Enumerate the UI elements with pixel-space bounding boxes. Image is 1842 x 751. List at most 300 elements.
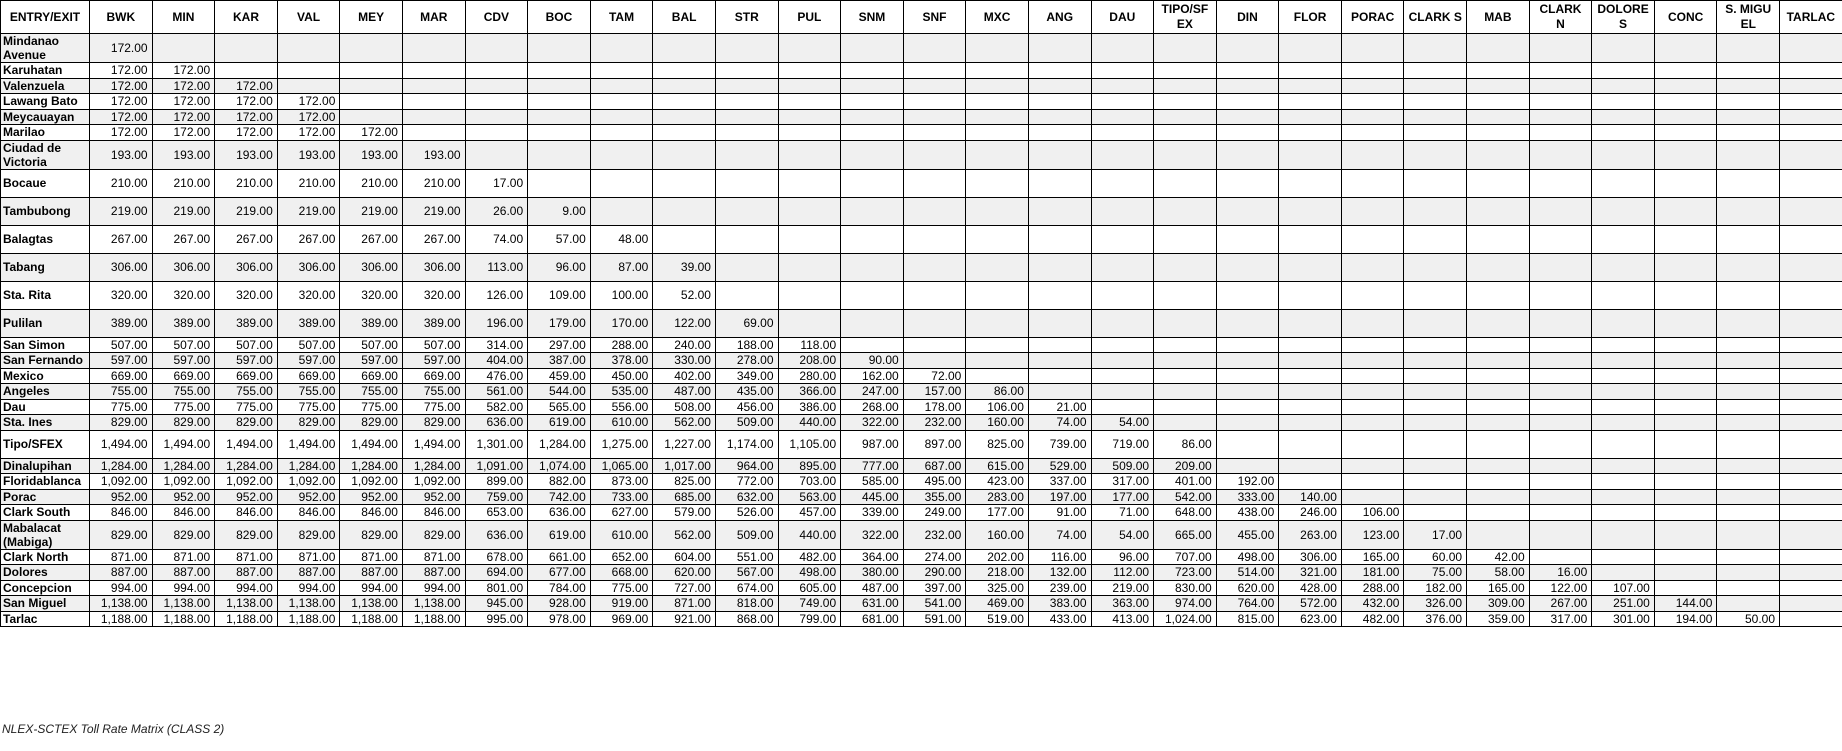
empty-cell: [1780, 611, 1842, 627]
rate-cell: 389.00: [152, 309, 215, 337]
rate-cell: 846.00: [152, 505, 215, 521]
column-header: KAR: [215, 1, 278, 34]
rate-cell: 669.00: [152, 368, 215, 384]
empty-cell: [903, 197, 966, 225]
rate-cell: 1,284.00: [215, 458, 278, 474]
rate-cell: 325.00: [966, 580, 1029, 596]
rate-cell: 306.00: [340, 253, 403, 281]
column-header: S. MIGUEL: [1717, 1, 1780, 34]
rate-cell: 597.00: [152, 353, 215, 369]
rate-cell: 170.00: [590, 309, 653, 337]
row-header: San Simon: [1, 337, 90, 353]
empty-cell: [1654, 197, 1717, 225]
rate-cell: 1,024.00: [1154, 611, 1217, 627]
rate-cell: 873.00: [590, 474, 653, 490]
rate-cell: 829.00: [215, 415, 278, 431]
rate-cell: 193.00: [215, 140, 278, 169]
rate-cell: 280.00: [778, 368, 841, 384]
empty-cell: [1154, 169, 1217, 197]
rate-cell: 387.00: [528, 353, 591, 369]
rate-cell: 54.00: [1091, 520, 1154, 549]
rate-cell: 106.00: [966, 399, 1029, 415]
empty-cell: [715, 109, 778, 125]
column-header: SNF: [903, 1, 966, 34]
empty-cell: [1717, 169, 1780, 197]
empty-cell: [1780, 109, 1842, 125]
empty-cell: [1592, 458, 1655, 474]
empty-cell: [1216, 78, 1279, 94]
row-header: Valenzuela: [1, 78, 90, 94]
rate-cell: 208.00: [778, 353, 841, 369]
empty-cell: [1341, 253, 1404, 281]
column-header: BAL: [653, 1, 716, 34]
rate-cell: 784.00: [528, 580, 591, 596]
column-header: DIN: [1216, 1, 1279, 34]
empty-cell: [1091, 125, 1154, 141]
table-row: [1, 281, 1842, 309]
empty-cell: [590, 109, 653, 125]
rate-cell: 112.00: [1091, 565, 1154, 581]
empty-cell: [1592, 368, 1655, 384]
rate-cell: 1,138.00: [277, 596, 340, 612]
table-row: [1, 109, 1842, 125]
rate-cell: 172.00: [90, 78, 153, 94]
rate-cell: 921.00: [653, 611, 716, 627]
rate-cell: 775.00: [590, 580, 653, 596]
empty-cell: [1467, 505, 1530, 521]
empty-cell: [1592, 430, 1655, 458]
empty-cell: [966, 125, 1029, 141]
row-header: Concepcion: [1, 580, 90, 596]
empty-cell: [778, 281, 841, 309]
rate-cell: 978.00: [528, 611, 591, 627]
rate-cell: 825.00: [966, 430, 1029, 458]
empty-cell: [1654, 505, 1717, 521]
empty-cell: [1592, 169, 1655, 197]
rate-cell: 378.00: [590, 353, 653, 369]
rate-cell: 172.00: [215, 94, 278, 110]
rate-cell: 322.00: [841, 415, 904, 431]
empty-cell: [528, 34, 591, 63]
rate-cell: 438.00: [1216, 505, 1279, 521]
column-header: BOC: [528, 1, 591, 34]
rate-cell: 829.00: [340, 415, 403, 431]
column-header: MEY: [340, 1, 403, 34]
empty-cell: [1717, 565, 1780, 581]
row-header: Lawang Bato: [1, 94, 90, 110]
rate-cell: 509.00: [715, 520, 778, 549]
empty-cell: [1028, 125, 1091, 141]
empty-cell: [1341, 94, 1404, 110]
empty-cell: [1780, 309, 1842, 337]
row-header: Tarlac: [1, 611, 90, 627]
empty-cell: [1154, 125, 1217, 141]
rate-cell: 1,138.00: [340, 596, 403, 612]
empty-cell: [1592, 520, 1655, 549]
rate-cell: 846.00: [340, 505, 403, 521]
rate-cell: 775.00: [402, 399, 465, 415]
empty-cell: [1529, 140, 1592, 169]
rate-cell: 509.00: [715, 415, 778, 431]
empty-cell: [1654, 415, 1717, 431]
rate-cell: 90.00: [841, 353, 904, 369]
empty-cell: [215, 34, 278, 63]
empty-cell: [841, 34, 904, 63]
empty-cell: [1654, 474, 1717, 490]
empty-cell: [1717, 368, 1780, 384]
table-row: [1, 384, 1842, 400]
table-row: [1, 368, 1842, 384]
rate-cell: 72.00: [903, 368, 966, 384]
rate-cell: 42.00: [1467, 549, 1530, 565]
rate-cell: 193.00: [402, 140, 465, 169]
rate-cell: 755.00: [402, 384, 465, 400]
empty-cell: [528, 125, 591, 141]
empty-cell: [841, 140, 904, 169]
rate-cell: 772.00: [715, 474, 778, 490]
rate-cell: 193.00: [152, 140, 215, 169]
empty-cell: [841, 225, 904, 253]
empty-cell: [1154, 415, 1217, 431]
rate-cell: 535.00: [590, 384, 653, 400]
rate-cell: 733.00: [590, 489, 653, 505]
empty-cell: [1341, 197, 1404, 225]
empty-cell: [465, 140, 528, 169]
rate-cell: 333.00: [1216, 489, 1279, 505]
empty-cell: [1654, 353, 1717, 369]
empty-cell: [778, 94, 841, 110]
rate-cell: 455.00: [1216, 520, 1279, 549]
empty-cell: [590, 197, 653, 225]
table-row: [1, 458, 1842, 474]
rate-cell: 301.00: [1592, 611, 1655, 627]
empty-cell: [1279, 281, 1342, 309]
rate-cell: 1,275.00: [590, 430, 653, 458]
rate-cell: 829.00: [277, 520, 340, 549]
rate-cell: 320.00: [340, 281, 403, 309]
empty-cell: [903, 337, 966, 353]
rate-cell: 1,494.00: [277, 430, 340, 458]
empty-cell: [590, 94, 653, 110]
rate-cell: 306.00: [152, 253, 215, 281]
empty-cell: [1529, 458, 1592, 474]
column-header: CLARK S: [1404, 1, 1467, 34]
rate-cell: 1,091.00: [465, 458, 528, 474]
rate-cell: 615.00: [966, 458, 1029, 474]
rate-cell: 964.00: [715, 458, 778, 474]
empty-cell: [1780, 281, 1842, 309]
row-header: Dau: [1, 399, 90, 415]
rate-cell: 219.00: [90, 197, 153, 225]
empty-cell: [841, 197, 904, 225]
rate-cell: 775.00: [215, 399, 278, 415]
rate-cell: 39.00: [653, 253, 716, 281]
empty-cell: [1592, 78, 1655, 94]
empty-cell: [1216, 253, 1279, 281]
rate-cell: 952.00: [402, 489, 465, 505]
rate-cell: 897.00: [903, 430, 966, 458]
rate-cell: 172.00: [152, 94, 215, 110]
empty-cell: [778, 140, 841, 169]
empty-cell: [1780, 125, 1842, 141]
rate-cell: 815.00: [1216, 611, 1279, 627]
empty-cell: [1654, 368, 1717, 384]
empty-cell: [1529, 125, 1592, 141]
empty-cell: [1216, 458, 1279, 474]
empty-cell: [1028, 353, 1091, 369]
empty-cell: [1154, 253, 1217, 281]
empty-cell: [1154, 109, 1217, 125]
rate-cell: 219.00: [215, 197, 278, 225]
rate-cell: 193.00: [90, 140, 153, 169]
empty-cell: [1592, 309, 1655, 337]
rate-cell: 320.00: [402, 281, 465, 309]
empty-cell: [1592, 109, 1655, 125]
empty-cell: [1780, 353, 1842, 369]
table-row: [1, 505, 1842, 521]
rate-cell: 994.00: [340, 580, 403, 596]
table-row: [1, 197, 1842, 225]
empty-cell: [1654, 430, 1717, 458]
rate-cell: 526.00: [715, 505, 778, 521]
rate-cell: 17.00: [465, 169, 528, 197]
empty-cell: [1028, 281, 1091, 309]
empty-cell: [841, 94, 904, 110]
empty-cell: [1154, 94, 1217, 110]
table-row: [1, 337, 1842, 353]
empty-cell: [1091, 140, 1154, 169]
empty-cell: [1467, 125, 1530, 141]
empty-cell: [1028, 78, 1091, 94]
empty-cell: [1717, 125, 1780, 141]
rate-cell: 829.00: [402, 415, 465, 431]
empty-cell: [1216, 197, 1279, 225]
rate-cell: 177.00: [1091, 489, 1154, 505]
empty-cell: [1404, 197, 1467, 225]
empty-cell: [1529, 474, 1592, 490]
empty-cell: [1091, 309, 1154, 337]
rate-cell: 219.00: [1091, 580, 1154, 596]
empty-cell: [402, 34, 465, 63]
empty-cell: [966, 169, 1029, 197]
rate-cell: 401.00: [1154, 474, 1217, 490]
rate-cell: 669.00: [90, 368, 153, 384]
column-header: VAL: [277, 1, 340, 34]
empty-cell: [1529, 78, 1592, 94]
row-header: Balagtas: [1, 225, 90, 253]
rate-cell: 309.00: [1467, 596, 1530, 612]
empty-cell: [1028, 34, 1091, 63]
rate-cell: 1,105.00: [778, 430, 841, 458]
rate-cell: 801.00: [465, 580, 528, 596]
empty-cell: [1717, 34, 1780, 63]
empty-cell: [1780, 505, 1842, 521]
rate-cell: 172.00: [215, 78, 278, 94]
empty-cell: [1467, 384, 1530, 400]
rate-cell: 1,092.00: [152, 474, 215, 490]
empty-cell: [1467, 197, 1530, 225]
rate-cell: 1,188.00: [402, 611, 465, 627]
rate-cell: 172.00: [340, 125, 403, 141]
column-header: TARLAC: [1780, 1, 1842, 34]
empty-cell: [1154, 225, 1217, 253]
rate-cell: 1,284.00: [90, 458, 153, 474]
empty-cell: [1780, 140, 1842, 169]
empty-cell: [1091, 353, 1154, 369]
empty-cell: [1717, 78, 1780, 94]
empty-cell: [1341, 399, 1404, 415]
rate-cell: 507.00: [152, 337, 215, 353]
empty-cell: [1717, 430, 1780, 458]
row-header: Meycauayan: [1, 109, 90, 125]
empty-cell: [1717, 474, 1780, 490]
empty-cell: [1529, 489, 1592, 505]
rate-cell: 160.00: [966, 415, 1029, 431]
empty-cell: [1654, 78, 1717, 94]
rate-cell: 172.00: [90, 125, 153, 141]
empty-cell: [1467, 368, 1530, 384]
empty-cell: [653, 63, 716, 79]
rate-cell: 882.00: [528, 474, 591, 490]
empty-cell: [966, 337, 1029, 353]
empty-cell: [1279, 94, 1342, 110]
rate-cell: 561.00: [465, 384, 528, 400]
empty-cell: [778, 78, 841, 94]
empty-cell: [1091, 169, 1154, 197]
empty-cell: [1717, 399, 1780, 415]
empty-cell: [1404, 63, 1467, 79]
empty-cell: [465, 63, 528, 79]
empty-cell: [1216, 109, 1279, 125]
empty-cell: [778, 63, 841, 79]
empty-cell: [1529, 63, 1592, 79]
empty-cell: [1404, 125, 1467, 141]
empty-cell: [1028, 368, 1091, 384]
empty-cell: [590, 78, 653, 94]
column-header: MXC: [966, 1, 1029, 34]
empty-cell: [1780, 337, 1842, 353]
empty-cell: [1592, 505, 1655, 521]
rate-cell: 620.00: [653, 565, 716, 581]
empty-cell: [1279, 253, 1342, 281]
rate-cell: 1,188.00: [152, 611, 215, 627]
empty-cell: [1279, 109, 1342, 125]
rate-cell: 1,092.00: [277, 474, 340, 490]
empty-cell: [653, 225, 716, 253]
rate-cell: 435.00: [715, 384, 778, 400]
empty-cell: [1529, 337, 1592, 353]
empty-cell: [1467, 34, 1530, 63]
rate-cell: 96.00: [1091, 549, 1154, 565]
rate-cell: 1,494.00: [215, 430, 278, 458]
empty-cell: [402, 109, 465, 125]
empty-cell: [1467, 520, 1530, 549]
empty-cell: [1028, 337, 1091, 353]
header-row: [1, 1, 1842, 34]
rate-cell: 919.00: [590, 596, 653, 612]
rate-cell: 591.00: [903, 611, 966, 627]
rate-cell: 165.00: [1467, 580, 1530, 596]
rate-cell: 597.00: [402, 353, 465, 369]
empty-cell: [1216, 63, 1279, 79]
empty-cell: [1154, 281, 1217, 309]
empty-cell: [1467, 353, 1530, 369]
empty-cell: [1404, 368, 1467, 384]
rate-cell: 674.00: [715, 580, 778, 596]
empty-cell: [903, 169, 966, 197]
table-row: [1, 520, 1842, 549]
rate-cell: 317.00: [1529, 611, 1592, 627]
rate-cell: 1,494.00: [402, 430, 465, 458]
empty-cell: [1654, 489, 1717, 505]
rate-cell: 60.00: [1404, 549, 1467, 565]
rate-cell: 397.00: [903, 580, 966, 596]
rate-cell: 945.00: [465, 596, 528, 612]
empty-cell: [1091, 399, 1154, 415]
empty-cell: [340, 78, 403, 94]
empty-cell: [1404, 94, 1467, 110]
rate-cell: 440.00: [778, 415, 841, 431]
rate-cell: 952.00: [340, 489, 403, 505]
rate-cell: 86.00: [1154, 430, 1217, 458]
rate-cell: 727.00: [653, 580, 716, 596]
rate-cell: 172.00: [90, 109, 153, 125]
empty-cell: [1592, 253, 1655, 281]
empty-cell: [715, 34, 778, 63]
rate-cell: 551.00: [715, 549, 778, 565]
empty-cell: [1279, 34, 1342, 63]
empty-cell: [1654, 520, 1717, 549]
rate-cell: 668.00: [590, 565, 653, 581]
empty-cell: [1404, 337, 1467, 353]
column-header: CLARK N: [1529, 1, 1592, 34]
empty-cell: [1717, 415, 1780, 431]
empty-cell: [715, 140, 778, 169]
rate-cell: 366.00: [778, 384, 841, 400]
table-row: [1, 565, 1842, 581]
empty-cell: [1091, 337, 1154, 353]
empty-cell: [966, 253, 1029, 281]
empty-cell: [1341, 78, 1404, 94]
rate-cell: 994.00: [402, 580, 465, 596]
empty-cell: [1592, 281, 1655, 309]
empty-cell: [1654, 34, 1717, 63]
row-header: Pulilan: [1, 309, 90, 337]
rate-cell: 123.00: [1341, 520, 1404, 549]
empty-cell: [1028, 140, 1091, 169]
table-row: [1, 309, 1842, 337]
empty-cell: [1279, 384, 1342, 400]
rate-cell: 364.00: [841, 549, 904, 565]
rate-cell: 144.00: [1654, 596, 1717, 612]
empty-cell: [966, 197, 1029, 225]
row-header: Angeles: [1, 384, 90, 400]
empty-cell: [715, 253, 778, 281]
empty-cell: [1341, 281, 1404, 309]
rate-cell: 1,092.00: [402, 474, 465, 490]
table-row: [1, 253, 1842, 281]
rate-cell: 239.00: [1028, 580, 1091, 596]
rate-cell: 21.00: [1028, 399, 1091, 415]
empty-cell: [1717, 337, 1780, 353]
row-header: Mindanao Avenue: [1, 34, 90, 63]
rate-cell: 196.00: [465, 309, 528, 337]
row-header: Ciudad de Victoria: [1, 140, 90, 169]
empty-cell: [1341, 337, 1404, 353]
rate-cell: 895.00: [778, 458, 841, 474]
rate-cell: 132.00: [1028, 565, 1091, 581]
column-header: ANG: [1028, 1, 1091, 34]
